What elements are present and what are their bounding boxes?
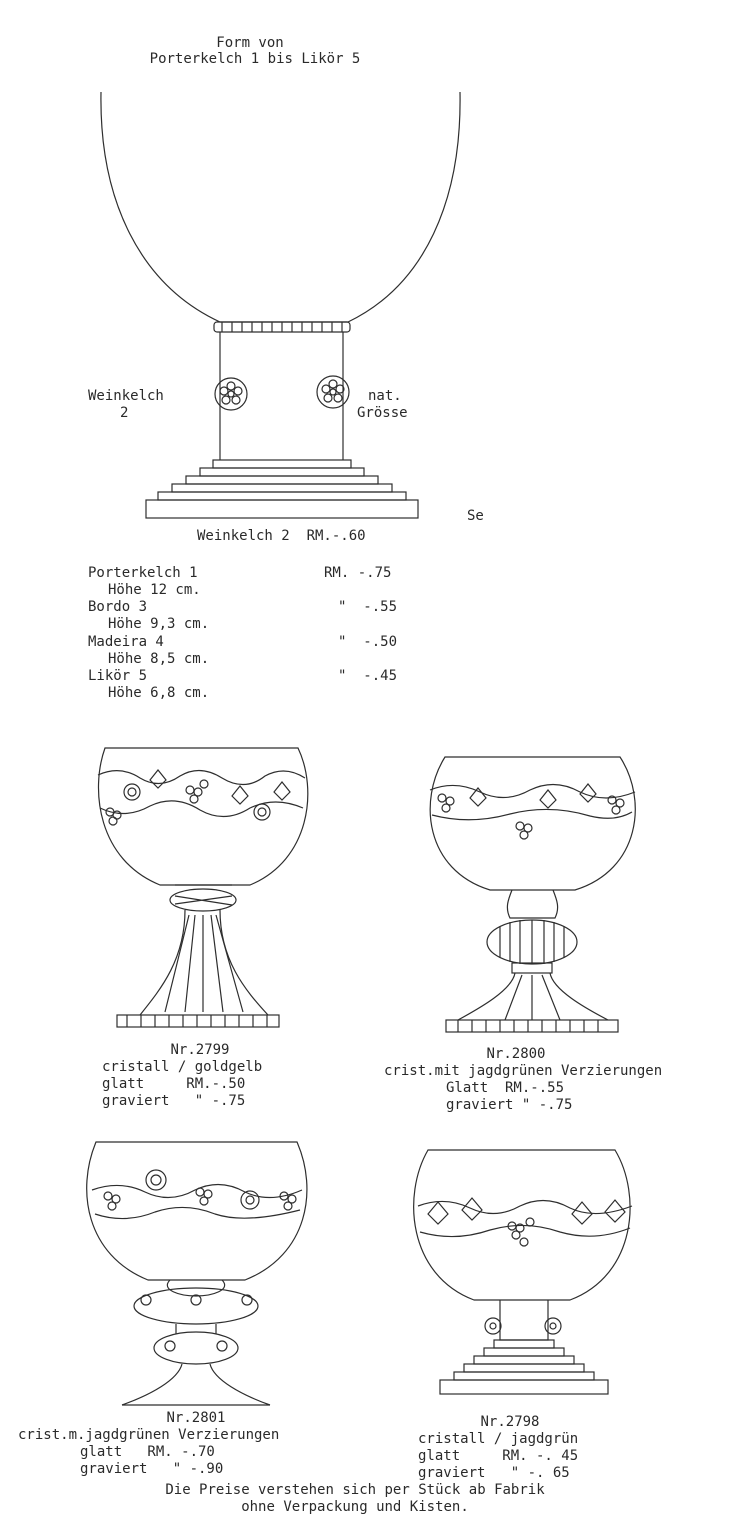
main-glass-caption: Weinkelch 2 RM.-.60 [197, 528, 366, 544]
weinkelch-label-line1: Weinkelch [88, 388, 164, 404]
price-item-name: Likör 5 [88, 668, 148, 684]
grape-cluster-icon [508, 1218, 534, 1246]
weinkelch-label-line2: 2 [120, 405, 129, 421]
footer-note-line2: ohne Verpackung und Kisten. [241, 1499, 469, 1515]
price-item-price: " -.45 [338, 668, 398, 684]
price-item-height: Höhe 8,5 cm. [108, 651, 210, 667]
price-item-price: RM. -.75 [324, 565, 392, 581]
price-item-price: " -.50 [338, 634, 398, 650]
natural-size-label-line1: nat. [368, 388, 402, 404]
glass-2799-desc: cristall / goldgelb [102, 1059, 263, 1075]
edge-note: Se [467, 508, 484, 524]
glass-2798-number: Nr.2798 [480, 1414, 540, 1430]
glass-2800-number: Nr.2800 [486, 1046, 546, 1062]
price-item-name: Porterkelch 1 [88, 565, 198, 581]
glass-2798-price-engraved: graviert " -. 65 [418, 1465, 570, 1481]
prunt-left-icon [485, 1318, 501, 1334]
glass-2800-price-plain: Glatt RM.-.55 [446, 1080, 565, 1096]
glass-2798-desc: cristall / jagdgrün [418, 1431, 579, 1447]
price-item-name: Madeira 4 [88, 634, 164, 650]
glass-2801-number: Nr.2801 [166, 1410, 226, 1426]
price-item-height: Höhe 12 cm. [108, 582, 201, 598]
glass-2801-desc: crist.m.jagdgrünen Verzierungen [18, 1427, 280, 1443]
glass-2799-price-engraved: graviert " -.75 [102, 1093, 246, 1109]
header-title-line1: Form von [216, 35, 284, 51]
price-item-height: Höhe 6,8 cm. [108, 685, 210, 701]
glass-2798-foot [440, 1340, 608, 1394]
glass-2799-number: Nr.2799 [170, 1042, 230, 1058]
price-item-name: Bordo 3 [88, 599, 148, 615]
glass-2800-price-engraved: graviert " -.75 [446, 1097, 573, 1113]
glass-2799-price-plain: glatt RM.-.50 [102, 1076, 246, 1092]
price-item-price: " -.55 [338, 599, 398, 615]
glass-2798-vine-top [418, 1200, 632, 1213]
glass-2798-price-plain: glatt RM. -. 45 [418, 1448, 579, 1464]
natural-size-label-line2: Grösse [357, 405, 408, 421]
header-title-line2: Porterkelch 1 bis Likör 5 [149, 51, 361, 67]
footer-note-line1: Die Preise verstehen sich per Stück ab Fabrik [165, 1482, 545, 1498]
glass-2798-stem [500, 1300, 548, 1340]
glass-2801-price-engraved: graviert " -.90 [80, 1461, 224, 1477]
price-item-height: Höhe 9,3 cm. [108, 616, 210, 632]
glass-2798-vine-bottom [420, 1225, 630, 1236]
glass-2801-price-plain: glatt RM. -.70 [80, 1444, 215, 1460]
glass-2800-desc: crist.mit jagdgrünen Verzierungen [384, 1063, 663, 1079]
